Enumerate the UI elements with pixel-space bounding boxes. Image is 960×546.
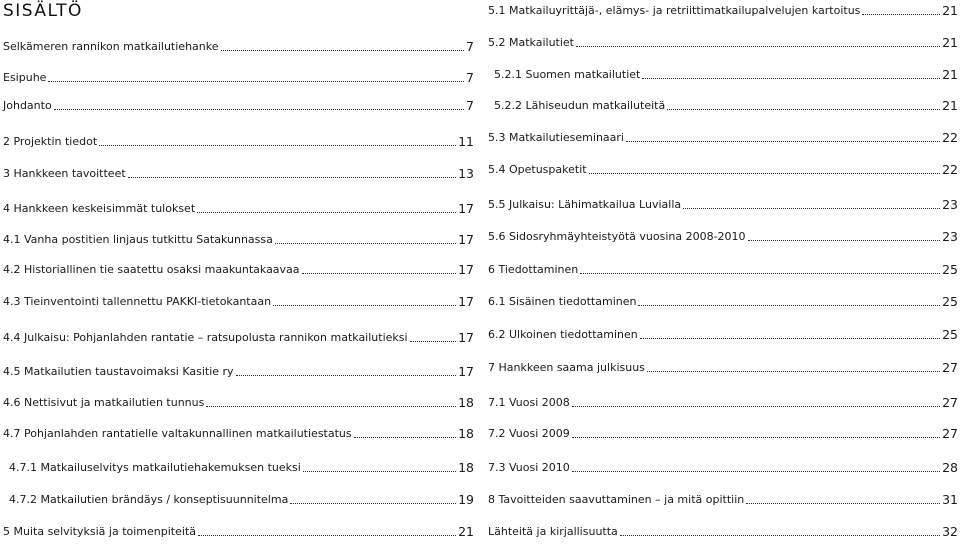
toc-entry-page: 11 (458, 134, 474, 149)
toc-entry (3, 200, 474, 216)
toc-entry-page: 7 (466, 98, 474, 113)
toc-entry-label: 5.5 Julkaisu: Lähimatkailua Luvialla (488, 198, 682, 211)
toc-leader-dots (272, 295, 457, 309)
toc-entry-page: 17 (458, 201, 474, 216)
toc-entry (3, 459, 474, 475)
toc-leader-dots (205, 396, 457, 410)
toc-entry-page: 18 (458, 460, 474, 475)
toc-entry-label: 6.2 Ulkoinen tiedottaminen (488, 328, 638, 341)
toc-entry-page: 21 (942, 3, 958, 18)
toc-leader-dots (302, 461, 457, 475)
toc-entry-page: 25 (942, 327, 958, 342)
toc-leader-dots (98, 135, 457, 149)
toc-entry (3, 69, 474, 85)
toc-entry-page: 32 (942, 524, 958, 539)
toc-entry-label: 7.1 Vuosi 2008 (488, 396, 570, 409)
toc-entry (488, 129, 958, 145)
toc-leader-dots (588, 163, 942, 177)
toc-leader-dots (197, 525, 457, 539)
toc-entry-page: 19 (458, 492, 474, 507)
toc-leader-dots (641, 68, 941, 82)
toc-leader-dots (646, 361, 941, 375)
toc-entry-label: 4.1 Vanha postitien linjaus tutkittu Satakunnassa (3, 233, 273, 246)
toc-entry (3, 425, 474, 441)
toc-entry-label: 6.1 Sisäinen tiedottaminen (488, 295, 637, 308)
toc-entry (488, 161, 958, 177)
toc-leader-dots (575, 36, 941, 50)
toc-leader-dots (861, 4, 941, 18)
toc-leader-dots (235, 365, 458, 379)
toc-entry (3, 231, 474, 247)
toc-entry-page: 23 (942, 229, 958, 244)
toc-entry-page: 13 (458, 166, 474, 181)
toc-entry-page: 21 (942, 98, 958, 113)
toc-leader-dots (196, 202, 457, 216)
toc-leader-dots (571, 427, 941, 441)
toc-entry (3, 133, 474, 149)
toc-entry (488, 459, 958, 475)
toc-leader-dots (289, 493, 457, 507)
toc-entry (488, 34, 958, 50)
toc-entry-page: 27 (942, 426, 958, 441)
toc-leader-dots (353, 427, 457, 441)
toc-entry-label: 4 Hankkeen keskeisimmät tulokset (3, 202, 196, 215)
toc-leader-dots (639, 328, 941, 342)
toc-entry (3, 165, 474, 181)
toc-leader-dots (682, 198, 941, 212)
toc-entry (3, 97, 474, 113)
toc-entry (3, 363, 474, 379)
toc-entry-label: 4.6 Nettisivut ja matkailutien tunnus (3, 396, 205, 409)
toc-entry-label: 4.7 Pohjanlahden rantatielle valtakunnallinen matkailutiestatus (3, 427, 352, 440)
toc-leader-dots (666, 99, 941, 113)
toc-entry (488, 523, 958, 539)
toc-entry (488, 359, 958, 375)
toc-entry (488, 293, 958, 309)
toc-entry (488, 2, 958, 18)
toc-entry-label: 7.2 Vuosi 2009 (488, 427, 570, 440)
toc-leader-dots (47, 71, 465, 85)
toc-entry (3, 38, 474, 54)
toc-entry-page: 17 (458, 294, 474, 309)
toc-entry (488, 97, 958, 113)
toc-entry-label: 7.3 Vuosi 2010 (488, 461, 570, 474)
toc-entry (488, 425, 958, 441)
toc-entry-label: 4.5 Matkailutien taustavoimaksi Kasitie ry (3, 365, 234, 378)
toc-entry-page: 21 (942, 67, 958, 82)
toc-entry-label: 6 Tiedottaminen (488, 263, 579, 276)
toc-entry-label: 8 Tavoitteiden saavuttaminen – ja mitä opittiin (488, 493, 745, 506)
toc-entry-label: 4.7.1 Matkailuselvitys matkailutiehakemuksen tueksi (9, 461, 301, 474)
toc-entry-label: 4.2 Historiallinen tie saatettu osaksi maakuntakaavaa (3, 263, 300, 276)
toc-entry-page: 27 (942, 360, 958, 375)
toc-entry-label: 4.4 Julkaisu: Pohjanlahden rantatie – ratsupolusta rannikon matkailutieksi (3, 331, 408, 344)
toc-entry-page: 23 (942, 197, 958, 212)
toc-entry-page: 18 (458, 426, 474, 441)
toc-entry (3, 523, 474, 539)
toc-entry-page: 31 (942, 492, 958, 507)
toc-entry-page: 21 (458, 524, 474, 539)
toc-entry-page: 17 (458, 232, 474, 247)
toc-leader-dots (579, 263, 941, 277)
toc-entry (488, 261, 958, 277)
toc-entry-label: 5 Muita selvityksiä ja toimenpiteitä (3, 525, 196, 538)
toc-entry (3, 329, 474, 345)
toc-entry (488, 228, 958, 244)
toc-entry (3, 261, 474, 277)
toc-entry (488, 196, 958, 212)
toc-entry-label: 5.4 Opetuspaketit (488, 163, 587, 176)
toc-entry-label: 4.7.2 Matkailutien brändäys / konseptisuunnitelma (9, 493, 289, 506)
toc-entry-label: 5.6 Sidosryhmäyhteistyötä vuosina 2008-2010 (488, 230, 746, 243)
toc-entry (3, 394, 474, 410)
toc-entry-label: Selkämeren rannikon matkailutiehanke (3, 40, 219, 53)
toc-entry-page: 28 (942, 460, 958, 475)
toc-entry-page: 25 (942, 262, 958, 277)
toc-entry-page: 22 (942, 162, 958, 177)
toc-leader-dots (745, 493, 941, 507)
toc-entry-label: 5.2 Matkailutiet (488, 36, 574, 49)
toc-entry-page: 17 (458, 262, 474, 277)
toc-leader-dots (571, 396, 941, 410)
toc-entry (488, 491, 958, 507)
toc-entry-label: 4.3 Tieinventointi tallennettu PAKKI-tietokantaan (3, 295, 272, 308)
toc-entry-label: 7 Hankkeen saama julkisuus (488, 361, 645, 374)
toc-entry-label: 3 Hankkeen tavoitteet (3, 167, 126, 180)
page-title: SISÄLTÖ (3, 1, 83, 21)
toc-entry-label: 5.2.2 Lähiseudun matkailuteitä (494, 99, 666, 112)
toc-entry-label: 5.1 Matkailuyrittäjä-, elämys- ja retriittimatkailupalvelujen kartoitus (488, 4, 861, 17)
toc-leader-dots (571, 461, 941, 475)
toc-entry-page: 22 (942, 130, 958, 145)
toc-entry (488, 394, 958, 410)
toc-entry (488, 326, 958, 342)
toc-entry (3, 491, 474, 507)
toc-entry-page: 27 (942, 395, 958, 410)
toc-entry-label: Johdanto (3, 99, 52, 112)
toc-entry-label: 5.2.1 Suomen matkailutiet (494, 68, 641, 81)
toc-entry-page: 18 (458, 395, 474, 410)
toc-entry-page: 17 (458, 330, 474, 345)
toc-entry-page: 21 (942, 35, 958, 50)
toc-leader-dots (274, 233, 457, 247)
toc-entry-label: Lähteitä ja kirjallisuutta (488, 525, 618, 538)
toc-leader-dots (301, 263, 458, 277)
toc-entry-page: 7 (466, 70, 474, 85)
toc-leader-dots (637, 295, 941, 309)
toc-entry-label: Esipuhe (3, 71, 47, 84)
toc-leader-dots (625, 131, 941, 145)
toc-leader-dots (53, 99, 465, 113)
toc-leader-dots (747, 230, 942, 244)
toc-entry (3, 293, 474, 309)
toc-leader-dots (409, 331, 458, 345)
toc-entry-page: 7 (466, 39, 474, 54)
toc-entry (488, 66, 958, 82)
toc-leader-dots (127, 167, 457, 181)
toc-leader-dots (220, 40, 466, 54)
toc-entry-label: 5.3 Matkailutieseminaari (488, 131, 624, 144)
toc-entry-page: 17 (458, 364, 474, 379)
toc-leader-dots (619, 525, 941, 539)
toc-entry-label: 2 Projektin tiedot (3, 135, 98, 148)
toc-entry-page: 25 (942, 294, 958, 309)
